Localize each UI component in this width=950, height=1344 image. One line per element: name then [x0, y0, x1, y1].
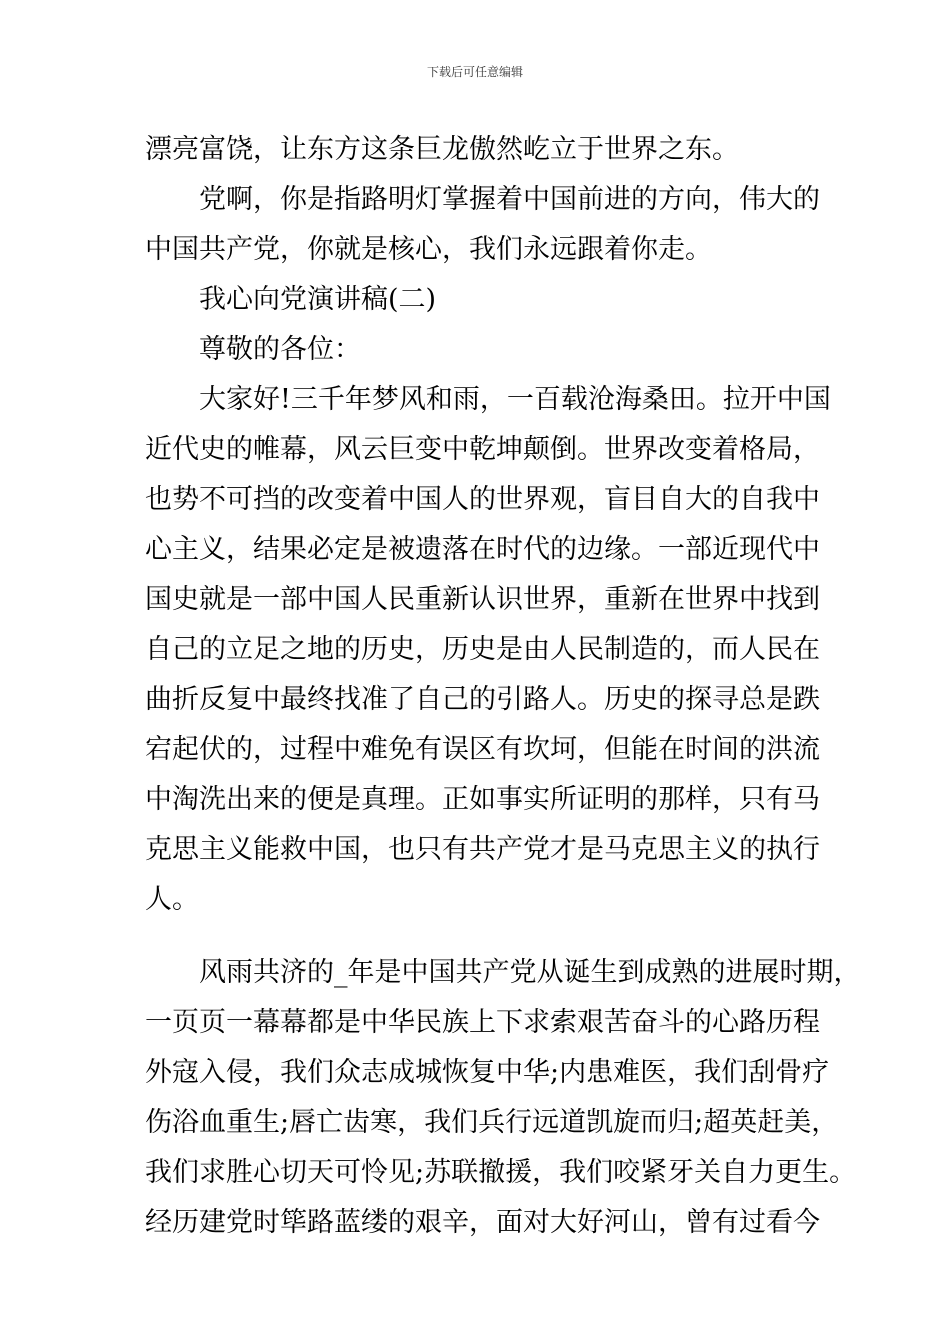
text-line: 一页页一幕幕都是中华民族上下求索艰苦奋斗的心路历程	[145, 1007, 820, 1038]
text-line: 大家好!三千年梦风和雨，一百载沧海桑田。拉开中国	[199, 384, 831, 415]
text-line: 人。	[145, 884, 199, 915]
text-line: 风雨共济的_年是中国共产党从诞生到成熟的进展时期，	[199, 957, 861, 988]
text-line: 近代史的帷幕，风云巨变中乾坤颠倒。世界改变着格局，	[145, 434, 820, 465]
text-line: 心主义，结果必定是被遗落在时代的边缘。一部近现代中	[145, 534, 820, 565]
paragraph	[145, 948, 861, 1248]
text-line: 中淘洗出来的便是真理。正如事实所证明的那样，只有马	[145, 784, 820, 815]
text-line: 也势不可挡的改变着中国人的世界观，盲目自大的自我中	[145, 484, 820, 515]
text-line: 外寇入侵，我们众志成城恢复中华;内患难医，我们刮骨疗	[145, 1057, 830, 1088]
text-line: 尊敬的各位：	[199, 334, 361, 365]
salutation	[145, 325, 825, 375]
page-header: 下载后可任意编辑	[426, 65, 523, 79]
text-line: 经历建党时筚路蓝缕的艰辛，面对大好河山，曾有过看今	[145, 1207, 820, 1238]
text-line: 漂亮富饶，让东方这条巨龙傲然屹立于世界之东。	[145, 134, 739, 165]
paragraph	[145, 175, 825, 275]
text-line: 自己的立足之地的历史，历史是由人民制造的，而人民在	[145, 634, 820, 665]
paragraph	[145, 375, 831, 925]
text-line: 中国共产党，你就是核心，我们永远跟着你走。	[145, 234, 712, 265]
text-line: 我心向党演讲稿(二)	[199, 284, 437, 315]
text-line: 我们求胜心切天可怜见;苏联撤援，我们咬紧牙关自力更生。	[145, 1157, 857, 1188]
text-line: 国史就是一部中国人民重新认识世界，重新在世界中找到	[145, 584, 820, 615]
speech-title	[145, 275, 825, 325]
text-line: 克思主义能救中国，也只有共产党才是马克思主义的执行	[145, 834, 820, 865]
text-line: 曲折反复中最终找准了自己的引路人。历史的探寻总是跌	[145, 684, 820, 715]
text-line: 党啊，你是指路明灯掌握着中国前进的方向，伟大的	[199, 184, 820, 215]
paragraph	[145, 125, 825, 175]
text-line: 伤浴血重生;唇亡齿寒，我们兵行远道凯旋而归;超英赶美，	[145, 1107, 839, 1138]
document-body	[145, 125, 861, 1248]
text-line: 宕起伏的，过程中难免有误区有坎坷，但能在时间的洪流	[145, 734, 820, 765]
